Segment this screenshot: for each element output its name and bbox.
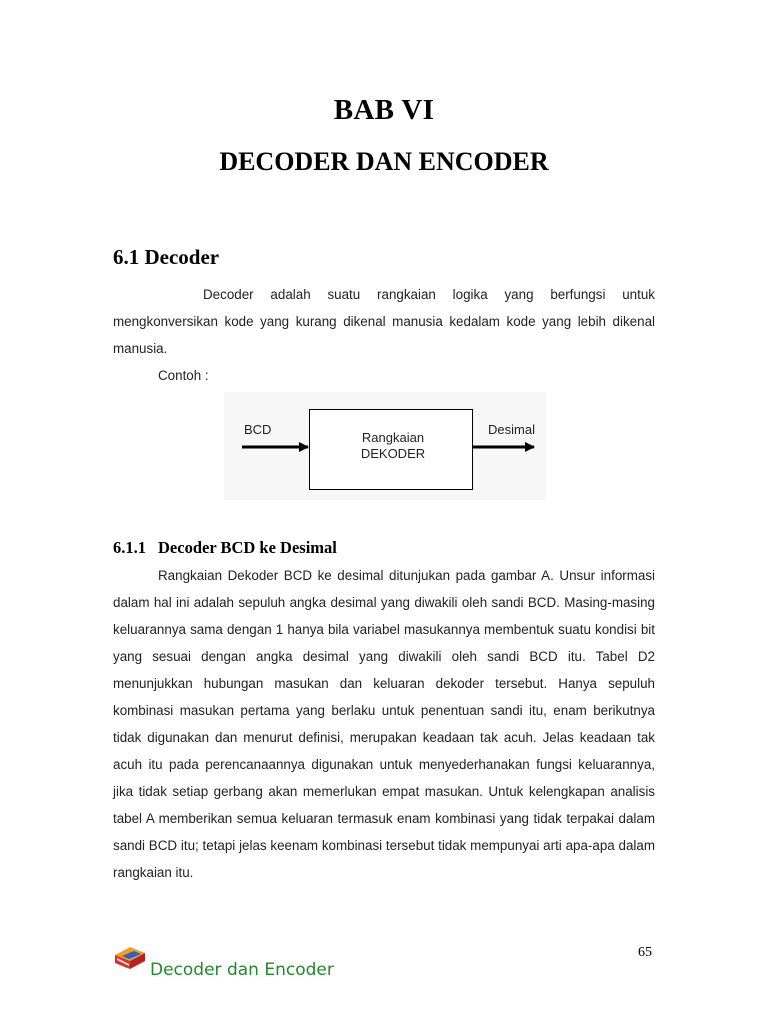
section-paragraph: Decoder adalah suatu rangkaian logika yang berfungsi untuk mengkonversikan kode yang kurang dikenal manusia kedalam kode yang lebih dikenal manusia. — [113, 287, 655, 356]
subsection-title: Decoder BCD ke Desimal — [158, 538, 337, 557]
chapter-subtitle: DECODER DAN ENCODER — [219, 147, 549, 176]
diagram-input-label: BCD — [244, 422, 272, 437]
chapter-title: BAB VI — [333, 94, 435, 126]
diagram-output-label: Desimal — [488, 422, 535, 437]
contoh-label: Contoh : — [158, 368, 209, 383]
section-heading: 6.1 Decoder — [113, 245, 220, 269]
decoder-block-diagram — [224, 392, 546, 500]
diagram-box-label — [308, 430, 478, 462]
subsection-number: 6.1.1 — [113, 538, 146, 557]
box-label-line1: Rangkaian — [361, 430, 425, 445]
footer — [112, 943, 334, 980]
footer-title: Decoder dan Encoder — [150, 960, 334, 980]
box-label-line2: DEKODER — [360, 446, 426, 461]
page-number: 65 — [638, 945, 652, 960]
subsection-paragraph: Rangkaian Dekoder BCD ke desimal ditunjukan pada gambar A. Unsur informasi dalam hal ini adalah sepuluh angka desimal yang diwakili oleh sandi BCD. Masing-masing keluarannya sama dengan 1 hanya bila variabel masukannya membentuk suatu kondisi bit yang sesuai dengan angka desimal yang diwakili oleh sandi BCD itu. Tabel D2 menunjukkan hubungan masukan dan keluaran dekoder tersebut. Hanya sepuluh kombinasi masukan pertama yang berlaku untuk penentuan sandi itu, enam berikutnya tidak digunakan dan menurut definisi, merupakan keadaan tak acuh. Jelas keadaan tak acuh itu pada perencanaannya digunakan untuk menyederhanakan fungsi keluarannya, jika tidak setiap gerbang akan memerlukan empat masukan. Untuk kelengkapan analisis tabel A memberikan semua keluaran termasuk enam kombinasi yang tidak terpakai dalam sandi BCD itu; tetapi jelas keenam kombinasi tersebut tidak mempunyai arti apa-apa dalam rangkaian itu. — [113, 568, 655, 880]
book-logo-icon — [112, 943, 148, 976]
subsection-heading — [113, 538, 337, 558]
